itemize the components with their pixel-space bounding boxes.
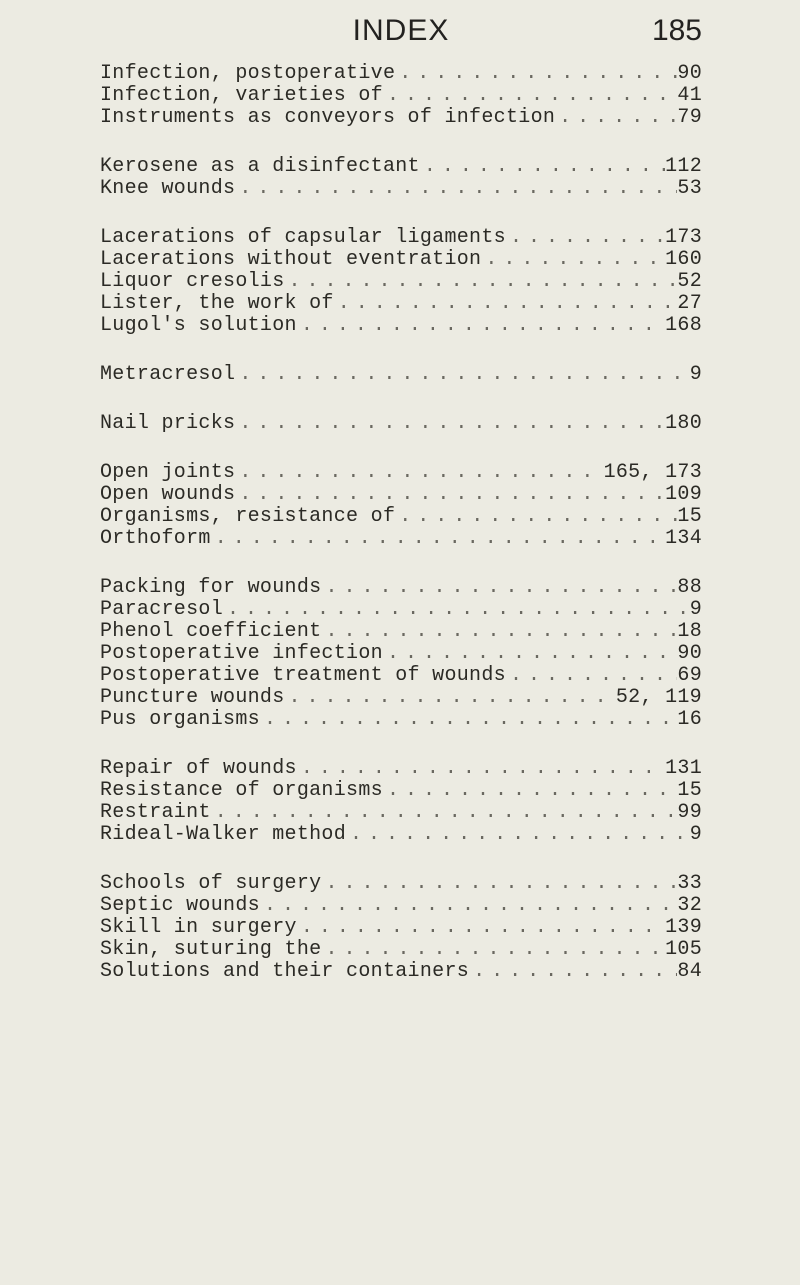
index-letter-group bbox=[100, 577, 702, 731]
index-page-ref: 53 bbox=[677, 178, 702, 200]
index-entry bbox=[100, 599, 702, 621]
index-page-ref: 168 bbox=[665, 315, 702, 337]
index-term: Pus organisms bbox=[100, 709, 260, 731]
index-page-ref: 180 bbox=[665, 413, 702, 435]
index-page-ref: 9 bbox=[689, 364, 702, 386]
dot-leader bbox=[223, 599, 690, 621]
index-entry bbox=[100, 780, 702, 802]
dot-leader bbox=[555, 107, 677, 129]
dot-leader bbox=[235, 364, 689, 386]
index-entry bbox=[100, 961, 702, 983]
index-page-ref: 18 bbox=[677, 621, 702, 643]
index-page-ref: 99 bbox=[677, 802, 702, 824]
index-term: Open wounds bbox=[100, 484, 236, 506]
index-entry bbox=[100, 917, 702, 939]
dot-leader bbox=[260, 895, 677, 917]
dot-leader bbox=[383, 780, 677, 802]
index-entry bbox=[100, 824, 702, 846]
index-entry bbox=[100, 315, 702, 337]
index-page-ref: 9 bbox=[689, 824, 702, 846]
index-entry bbox=[100, 506, 702, 528]
index-entry bbox=[100, 643, 702, 665]
index-term: Schools of surgery bbox=[100, 873, 322, 895]
page-number: 185 bbox=[651, 14, 702, 47]
index-term: Infection, varieties of bbox=[100, 85, 383, 107]
dot-leader bbox=[346, 824, 690, 846]
index-term: Nail pricks bbox=[100, 413, 236, 435]
dot-leader bbox=[383, 85, 677, 107]
index-entry bbox=[100, 364, 702, 386]
index-term: Infection, postoperative bbox=[100, 63, 396, 85]
index-term: Rideal-Walker method bbox=[100, 824, 347, 846]
dot-leader bbox=[334, 293, 678, 315]
dot-leader bbox=[211, 528, 665, 550]
index-term: Lugol's solution bbox=[100, 315, 297, 337]
index-letter-group bbox=[100, 364, 702, 386]
index-letter-group bbox=[100, 227, 702, 337]
index-entry bbox=[100, 895, 702, 917]
index-entry bbox=[100, 413, 702, 435]
index-entry bbox=[100, 63, 702, 85]
index-term: Skill in surgery bbox=[100, 917, 297, 939]
index-page-ref: 33 bbox=[677, 873, 702, 895]
index-term: Paracresol bbox=[100, 599, 224, 621]
index-term: Kerosene as a disinfectant bbox=[100, 156, 420, 178]
index-page-ref: 173 bbox=[665, 227, 702, 249]
index-entry bbox=[100, 271, 702, 293]
dot-leader bbox=[321, 621, 677, 643]
index-page-ref: 90 bbox=[677, 643, 702, 665]
dot-leader bbox=[469, 961, 677, 983]
index-term: Packing for wounds bbox=[100, 577, 322, 599]
dot-leader bbox=[211, 802, 678, 824]
index-entry bbox=[100, 758, 702, 780]
index-term: Knee wounds bbox=[100, 178, 236, 200]
index-entry bbox=[100, 107, 702, 129]
index-entry bbox=[100, 293, 702, 315]
index-letter-group bbox=[100, 462, 702, 550]
index-term: Solutions and their containers bbox=[100, 961, 470, 983]
index-entry bbox=[100, 873, 702, 895]
index-page-ref: 139 bbox=[665, 917, 702, 939]
index-entry bbox=[100, 577, 702, 599]
index-term: Lacerations without eventration bbox=[100, 249, 482, 271]
dot-leader bbox=[395, 506, 677, 528]
index-entry bbox=[100, 85, 702, 107]
index-page-ref: 41 bbox=[677, 85, 702, 107]
dot-leader bbox=[321, 939, 665, 961]
dot-leader bbox=[395, 63, 677, 85]
index-page-ref: 105 bbox=[665, 939, 702, 961]
index-term: Liquor cresolis bbox=[100, 271, 285, 293]
index-page-ref: 69 bbox=[677, 665, 702, 687]
index-page-ref: 15 bbox=[677, 780, 702, 802]
index-term: Lister, the work of bbox=[100, 293, 334, 315]
dot-leader bbox=[285, 687, 616, 709]
index-term: Puncture wounds bbox=[100, 687, 285, 709]
index-entry bbox=[100, 178, 702, 200]
dot-leader bbox=[321, 873, 677, 895]
index-page-ref: 15 bbox=[677, 506, 702, 528]
index-page-ref: 27 bbox=[677, 293, 702, 315]
index-letter-group bbox=[100, 413, 702, 435]
index-page-ref: 160 bbox=[665, 249, 702, 271]
dot-leader bbox=[260, 709, 677, 731]
index-entry bbox=[100, 462, 702, 484]
index-term: Organisms, resistance of bbox=[100, 506, 396, 528]
index-page-ref: 112 bbox=[665, 156, 702, 178]
dot-leader bbox=[506, 665, 677, 687]
dot-leader bbox=[506, 227, 665, 249]
index-entry bbox=[100, 687, 702, 709]
page-title: INDEX bbox=[352, 14, 450, 47]
index-page-ref: 131 bbox=[665, 758, 702, 780]
index-term: Postoperative treatment of wounds bbox=[100, 665, 506, 687]
page-header bbox=[100, 0, 702, 52]
index-term: Skin, suturing the bbox=[100, 939, 322, 961]
index-page-ref: 109 bbox=[665, 484, 702, 506]
index-entry bbox=[100, 665, 702, 687]
dot-leader bbox=[321, 577, 677, 599]
dot-leader bbox=[297, 315, 665, 337]
dot-leader bbox=[383, 643, 677, 665]
index-entries bbox=[100, 63, 702, 983]
index-page-ref: 88 bbox=[677, 577, 702, 599]
index-term: Open joints bbox=[100, 462, 236, 484]
index-letter-group bbox=[100, 873, 702, 983]
index-page-ref: 52 bbox=[677, 271, 702, 293]
dot-leader bbox=[235, 178, 677, 200]
index-page-ref: 84 bbox=[677, 961, 702, 983]
index-letter-group bbox=[100, 758, 702, 846]
index-term: Septic wounds bbox=[100, 895, 260, 917]
index-page-ref: 9 bbox=[689, 599, 702, 621]
index-term: Restraint bbox=[100, 802, 211, 824]
index-entry bbox=[100, 939, 702, 961]
dot-leader bbox=[235, 413, 665, 435]
index-entry bbox=[100, 227, 702, 249]
index-term: Repair of wounds bbox=[100, 758, 297, 780]
index-entry bbox=[100, 621, 702, 643]
index-term: Phenol coefficient bbox=[100, 621, 322, 643]
dot-leader bbox=[420, 156, 665, 178]
index-entry bbox=[100, 709, 702, 731]
index-page-ref: 32 bbox=[677, 895, 702, 917]
index-letter-group bbox=[100, 63, 702, 129]
index-term: Lacerations of capsular ligaments bbox=[100, 227, 506, 249]
index-letter-group bbox=[100, 156, 702, 200]
index-term: Orthoform bbox=[100, 528, 211, 550]
dot-leader bbox=[481, 249, 665, 271]
dot-leader bbox=[235, 462, 603, 484]
dot-leader bbox=[285, 271, 678, 293]
index-entry bbox=[100, 249, 702, 271]
index-page-ref: 16 bbox=[677, 709, 702, 731]
dot-leader bbox=[235, 484, 665, 506]
index-entry bbox=[100, 802, 702, 824]
index-term: Resistance of organisms bbox=[100, 780, 383, 802]
index-term: Postoperative infection bbox=[100, 643, 383, 665]
index-page-ref: 165, 173 bbox=[603, 462, 702, 484]
index-page-ref: 90 bbox=[677, 63, 702, 85]
index-page-ref: 79 bbox=[677, 107, 702, 129]
dot-leader bbox=[297, 758, 665, 780]
dot-leader bbox=[297, 917, 665, 939]
index-page-ref: 52, 119 bbox=[615, 687, 702, 709]
index-entry bbox=[100, 484, 702, 506]
index-page-ref: 134 bbox=[665, 528, 702, 550]
index-term: Instruments as conveyors of infection bbox=[100, 107, 556, 129]
index-entry bbox=[100, 528, 702, 550]
index-entry bbox=[100, 156, 702, 178]
index-term: Metracresol bbox=[100, 364, 236, 386]
